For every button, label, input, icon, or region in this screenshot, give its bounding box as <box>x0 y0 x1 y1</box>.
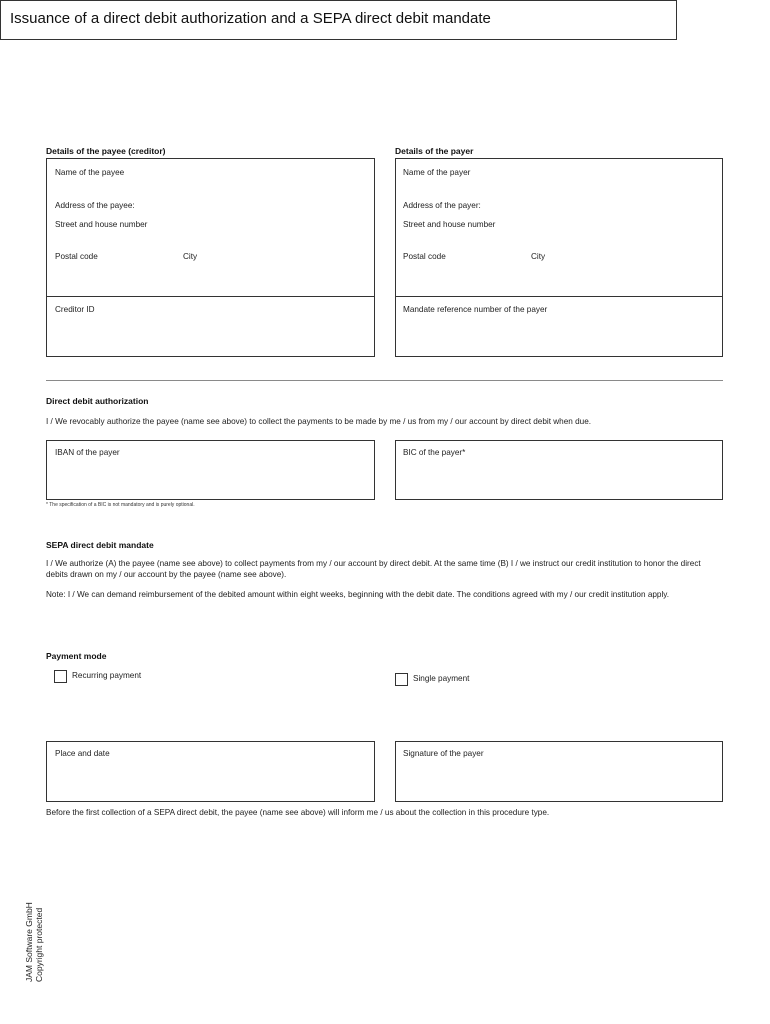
mandate-reference-label: Mandate reference number of the payer <box>403 305 548 314</box>
payee-city-label: City <box>183 252 198 261</box>
iban-label: IBAN of the payer <box>55 448 120 457</box>
bic-box[interactable] <box>395 440 723 500</box>
recurring-payment-label: Recurring payment <box>72 671 142 680</box>
payee-name-label: Name of the payee <box>55 168 125 177</box>
bic-footnote: * The specification of a BIC is not mandatory and is purely optional. <box>46 502 195 508</box>
single-payment-label: Single payment <box>413 674 470 683</box>
footer-vertical <box>24 892 44 982</box>
signature-label: Signature of the payer <box>403 749 484 758</box>
direct-debit-text: I / We revocably authorize the payee (name see above) to collect the payments to be made by me / us from my / our account by direct debit when due. <box>46 417 592 426</box>
sepa-heading: SEPA direct debit mandate <box>46 540 154 550</box>
footer-copyright: Copyright protected <box>34 907 44 982</box>
place-date-label: Place and date <box>55 749 110 758</box>
payer-heading: Details of the payer <box>395 146 474 156</box>
payee-heading: Details of the payee (creditor) <box>46 146 166 156</box>
signature-box[interactable] <box>395 741 723 802</box>
payment-mode-heading: Payment mode <box>46 651 107 661</box>
payer-street-label: Street and house number <box>403 220 496 229</box>
payee-details-box[interactable] <box>46 158 375 297</box>
payer-details-box[interactable] <box>395 158 723 297</box>
place-date-box[interactable] <box>46 741 375 802</box>
payee-address-label: Address of the payee: <box>55 201 135 210</box>
single-payment-checkbox[interactable] <box>395 673 408 686</box>
creditor-id-box[interactable] <box>46 296 375 357</box>
payer-name-label: Name of the payer <box>403 168 471 177</box>
title-box <box>0 0 677 40</box>
direct-debit-heading: Direct debit authorization <box>46 396 149 406</box>
creditor-id-label: Creditor ID <box>55 305 95 314</box>
mandate-reference-box[interactable] <box>395 296 723 357</box>
iban-box[interactable] <box>46 440 375 500</box>
sepa-mandate-text: I / We authorize (A) the payee (name see above) to collect payments from my / our account by direct debit. At the same time (B) I / we instruct our credit institution to honor the direct debits drawn on my / our account by the payee (name see above). <box>46 559 701 579</box>
closing-text: Before the first collection of a SEPA direct debit, the payee (name see above) will inform me / us about the collection in this procedure type. <box>46 808 550 817</box>
bic-label: BIC of the payer* <box>403 448 466 457</box>
payer-city-label: City <box>531 252 546 261</box>
payee-postal-label: Postal code <box>55 252 98 261</box>
section-divider <box>46 380 723 381</box>
payer-address-label: Address of the payer: <box>403 201 481 210</box>
recurring-payment-checkbox[interactable] <box>54 670 67 683</box>
footer-company: JAM Software GmbH <box>24 902 34 982</box>
sepa-note-text: Note: I / We can demand reimbursement of the debited amount within eight weeks, beginning with the debit date. The conditions agreed with my / our credit institution apply. <box>46 590 670 599</box>
page-title: Issuance of a direct debit authorization and a SEPA direct debit mandate <box>10 10 491 27</box>
payer-postal-label: Postal code <box>403 252 446 261</box>
payee-street-label: Street and house number <box>55 220 148 229</box>
